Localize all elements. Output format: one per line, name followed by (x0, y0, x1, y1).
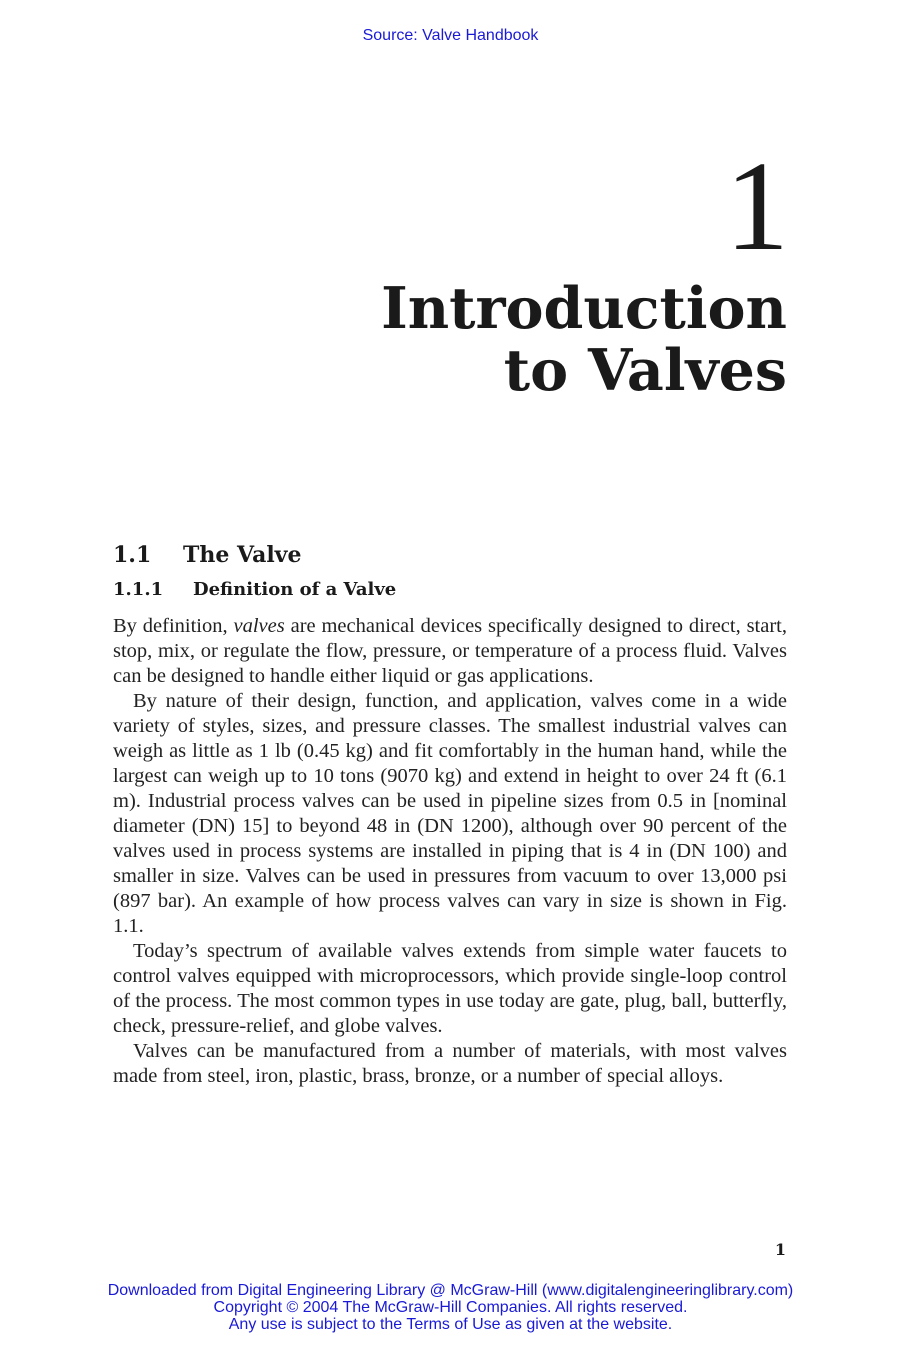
footer-download-link[interactable]: Downloaded from Digital Engineering Library @ McGraw-Hill (www.digitalengineeringlibrary.com) (107, 1282, 794, 1299)
paragraph-sizes: By nature of their design, function, and application, valves come in a wide variety of styles, sizes, and pressure classes. The smallest industrial valves can weigh as little as 1 lb (0.45 kg) and fit comfortably in the human hand, while the largest can weigh up to 10 tons (9070 kg) and extend in height to over 24 ft (6.1 m). Industrial process valves can be used in pipeline sizes from 0.5 in [nominal diameter (DN) 15] to beyond 48 in (DN 1200), although over 90 percent of the valves used in process systems are installed in piping that is 4 in (DN 100) and smaller in size. Valves can be used in pressures from vacuum to over 13,000 psi (897 bar). An example of how process valves can vary in size is shown in Fig. 1.1. (113, 690, 787, 937)
footer-terms-link[interactable]: Any use is subject to the Terms of Use as given at the website. (228, 1316, 673, 1333)
paragraph-materials: Valves can be manufactured from a number of materials, with most valves made from steel, iron, plastic, brass, bronze, or a number of special alloys. (113, 1040, 787, 1087)
paragraph-definition-start: By definition, (113, 615, 234, 637)
footer-copyright: Copyright © 2004 The McGraw-Hill Companies. All rights reserved. (213, 1299, 688, 1316)
source-link[interactable]: Source: Valve Handbook (362, 27, 539, 44)
paragraph-spectrum: Today’s spectrum of available valves extends from simple water faucets to control valves equipped with microprocessors, which provide single-loop control of the process. The most common types in use today are gate, plug, ball, butterfly, check, pressure-relief, and globe valves. (113, 940, 787, 1037)
paragraph-definition-rest: are mechanical devices specifically designed to direct, start, stop, mix, or regulate the flow, pressure, or temperature of a process fluid. Valves can be designed to handle either liquid or gas applications. (113, 615, 787, 687)
paragraph-definition (113, 614, 787, 689)
footer (0, 1282, 901, 1333)
chapter-number: 1 (725, 135, 789, 277)
page-number: 1 (774, 1240, 786, 1259)
chapter-title-line-2: to Valves (503, 337, 787, 404)
emphasis-valves: valves (233, 615, 285, 637)
chapter-title-line-1: Introduction (381, 275, 787, 342)
body-text (113, 614, 787, 1089)
subsection-number: 1.1.1 (113, 579, 164, 600)
section-title: The Valve (183, 542, 302, 568)
chapter-title (267, 275, 787, 404)
subsection-title: Definition of a Valve (193, 579, 397, 600)
section-heading (113, 541, 301, 569)
section-number: 1.1 (113, 542, 152, 568)
subsection-heading (113, 578, 396, 602)
